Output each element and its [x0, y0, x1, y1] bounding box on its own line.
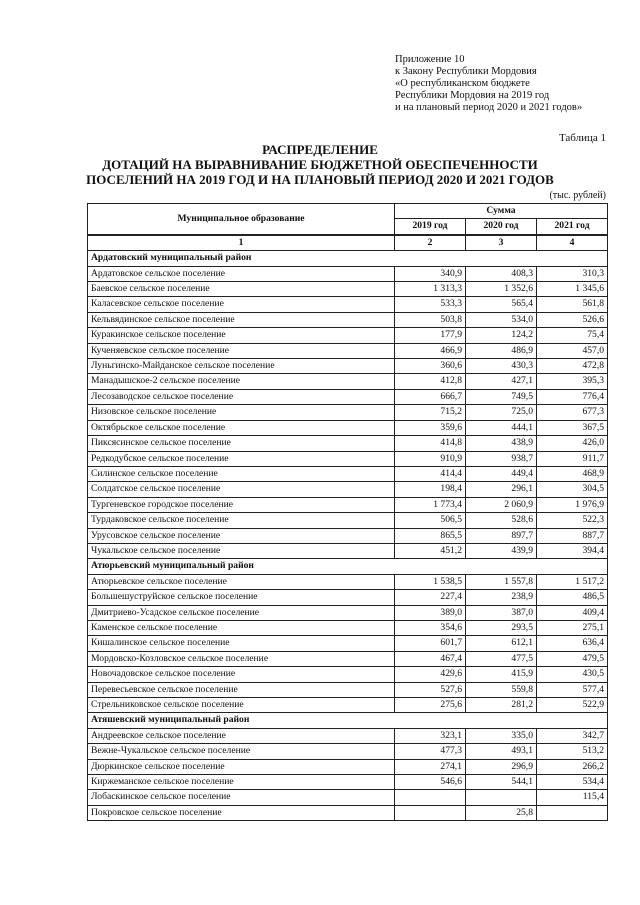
value-2020: 293,5 — [466, 620, 537, 635]
value-2021 — [537, 805, 608, 820]
settlement-name: Лесозаводское сельское поселение — [88, 389, 395, 404]
table-row — [88, 328, 608, 343]
value-2020: 534,0 — [466, 312, 537, 327]
settlement-name: Кученяевское сельское поселение — [88, 343, 395, 358]
settlement-name: Луньгинско-Майданское сельское поселение — [88, 359, 395, 374]
appendix-line: и на плановый период 2020 и 2021 годов» — [395, 102, 583, 113]
settlement-name: Покровское сельское поселение — [88, 805, 395, 820]
value-2020: 528,6 — [466, 513, 537, 528]
settlement-name: Атюрьевское сельское поселение — [88, 574, 395, 589]
value-2020: 387,0 — [466, 605, 537, 620]
district-row — [88, 713, 608, 728]
settlement-name: Силинское сельское поселение — [88, 466, 395, 481]
table-row — [88, 543, 608, 558]
column-number: 2 — [395, 235, 466, 251]
document-title — [0, 142, 640, 187]
value-2021: 342,7 — [537, 728, 608, 743]
value-2019: 360,6 — [395, 359, 466, 374]
value-2019: 414,8 — [395, 436, 466, 451]
value-2020: 439,9 — [466, 543, 537, 558]
value-2019: 1 538,5 — [395, 574, 466, 589]
column-number: 1 — [88, 235, 395, 251]
settlement-name: Низовское сельское поселение — [88, 405, 395, 420]
value-2021: 472,8 — [537, 359, 608, 374]
value-2021: 394,4 — [537, 543, 608, 558]
appendix-line: к Закону Республики Мордовия — [395, 66, 537, 77]
settlement-name: Кельвядинское сельское поселение — [88, 312, 395, 327]
value-2020: 415,9 — [466, 667, 537, 682]
table-row — [88, 790, 608, 805]
title-line-1: РАСПРЕДЕЛЕНИЕ — [262, 142, 378, 157]
value-2020: 335,0 — [466, 728, 537, 743]
value-2019: 414,4 — [395, 466, 466, 481]
value-2021: 367,5 — [537, 420, 608, 435]
value-2020: 749,5 — [466, 389, 537, 404]
value-2021: 561,8 — [537, 297, 608, 312]
value-2021: 1 517,2 — [537, 574, 608, 589]
settlement-name: Лобаскинское сельское поселение — [88, 790, 395, 805]
district-name: Ардатовский муниципальный район — [88, 251, 608, 266]
settlement-name: Вежне-Чукальское сельское поселение — [88, 744, 395, 759]
value-2021: 636,4 — [537, 636, 608, 651]
value-2020: 2 060,9 — [466, 497, 537, 512]
value-2020: 725,0 — [466, 405, 537, 420]
header-2019: 2019 год — [395, 219, 466, 235]
value-2019: 506,5 — [395, 513, 466, 528]
value-2020: 1 352,6 — [466, 282, 537, 297]
title-line-2: ДОТАЦИЙ НА ВЫРАВНИВАНИЕ БЮДЖЕТНОЙ ОБЕСПЕЧЕННОСТИ — [102, 157, 538, 172]
value-2021: 677,3 — [537, 405, 608, 420]
value-2020: 430,3 — [466, 359, 537, 374]
settlement-name: Кишалинское сельское поселение — [88, 636, 395, 651]
value-2019: 715,2 — [395, 405, 466, 420]
value-2019: 527,6 — [395, 682, 466, 697]
table-row — [88, 728, 608, 743]
value-2019: 546,6 — [395, 775, 466, 790]
units-note: (тыс. рублей) — [549, 190, 606, 201]
settlement-name: Перевесьевское сельское поселение — [88, 682, 395, 697]
header-municipality: Муниципальное образование — [88, 204, 395, 235]
value-2019: 354,6 — [395, 620, 466, 635]
table-row — [88, 389, 608, 404]
value-2019: 601,7 — [395, 636, 466, 651]
district-row — [88, 251, 608, 266]
table-row — [88, 620, 608, 635]
value-2020: 559,8 — [466, 682, 537, 697]
appendix-line: Приложение 10 — [395, 54, 465, 65]
value-2019: 1 313,3 — [395, 282, 466, 297]
table-row — [88, 698, 608, 713]
table-row — [88, 744, 608, 759]
value-2019: 466,9 — [395, 343, 466, 358]
column-number: 4 — [537, 235, 608, 251]
value-2021: 522,3 — [537, 513, 608, 528]
value-2020: 427,1 — [466, 374, 537, 389]
value-2021: 430,5 — [537, 667, 608, 682]
value-2020: 477,5 — [466, 651, 537, 666]
table-row — [88, 682, 608, 697]
value-2021: 887,7 — [537, 528, 608, 543]
settlement-name: Новочадовское сельское поселение — [88, 667, 395, 682]
value-2021: 534,4 — [537, 775, 608, 790]
value-2019: 274,1 — [395, 759, 466, 774]
table-row — [88, 775, 608, 790]
table-row — [88, 405, 608, 420]
value-2019: 389,0 — [395, 605, 466, 620]
value-2020: 438,9 — [466, 436, 537, 451]
value-2019: 865,5 — [395, 528, 466, 543]
value-2020: 281,2 — [466, 698, 537, 713]
header-sum: Сумма — [395, 204, 608, 219]
settlement-name: Стрельниковское сельское поселение — [88, 698, 395, 713]
value-2021: 115,4 — [537, 790, 608, 805]
header-2020: 2020 год — [466, 219, 537, 235]
value-2019: 198,4 — [395, 482, 466, 497]
district-row — [88, 559, 608, 574]
district-name: Атяшевский муниципальный район — [88, 713, 608, 728]
value-2019: 227,4 — [395, 590, 466, 605]
value-2021: 275,1 — [537, 620, 608, 635]
value-2019: 910,9 — [395, 451, 466, 466]
settlement-name: Большешуструйское сельское поселение — [88, 590, 395, 605]
value-2019: 503,8 — [395, 312, 466, 327]
value-2021: 911,7 — [537, 451, 608, 466]
settlement-name: Андреевское сельское поселение — [88, 728, 395, 743]
table-row — [88, 497, 608, 512]
value-2020: 296,1 — [466, 482, 537, 497]
table-row — [88, 451, 608, 466]
appendix-line: Республики Мордовия на 2019 год — [395, 90, 550, 101]
table-row — [88, 667, 608, 682]
value-2021: 526,6 — [537, 312, 608, 327]
value-2020: 124,2 — [466, 328, 537, 343]
value-2021: 266,2 — [537, 759, 608, 774]
value-2021: 409,4 — [537, 605, 608, 620]
title-line-3: ПОСЕЛЕНИЙ НА 2019 ГОД И НА ПЛАНОВЫЙ ПЕРИОД 2020 И 2021 ГОДОВ — [86, 172, 554, 187]
settlement-name: Киржеманское сельское поселение — [88, 775, 395, 790]
table-row — [88, 266, 608, 281]
value-2021: 776,4 — [537, 389, 608, 404]
table-row — [88, 297, 608, 312]
value-2020 — [466, 790, 537, 805]
settlement-name: Манадышское-2 сельское поселение — [88, 374, 395, 389]
table-body — [88, 251, 608, 821]
table-row — [88, 374, 608, 389]
settlement-name: Редкодубское сельское поселение — [88, 451, 395, 466]
value-2019: 477,3 — [395, 744, 466, 759]
value-2021: 395,3 — [537, 374, 608, 389]
column-number: 3 — [466, 235, 537, 251]
settlement-name: Тургеневское городское поселение — [88, 497, 395, 512]
value-2020: 408,3 — [466, 266, 537, 281]
value-2019: 177,9 — [395, 328, 466, 343]
value-2019: 666,7 — [395, 389, 466, 404]
appendix-note — [395, 54, 582, 114]
value-2021: 1 976,9 — [537, 497, 608, 512]
value-2021: 479,5 — [537, 651, 608, 666]
settlement-name: Чукальское сельское поселение — [88, 543, 395, 558]
settlement-name: Калаcевское сельское поселение — [88, 297, 395, 312]
value-2020: 238,9 — [466, 590, 537, 605]
value-2019 — [395, 790, 466, 805]
settlement-name: Пиксясинское сельское поселение — [88, 436, 395, 451]
table-row — [88, 605, 608, 620]
settlement-name: Баевское сельское поселение — [88, 282, 395, 297]
value-2019: 340,9 — [395, 266, 466, 281]
value-2020: 1 557,8 — [466, 574, 537, 589]
value-2019: 359,6 — [395, 420, 466, 435]
district-name: Атюрьевский муниципальный район — [88, 559, 608, 574]
table-row — [88, 513, 608, 528]
value-2021: 457,0 — [537, 343, 608, 358]
value-2020: 25,8 — [466, 805, 537, 820]
value-2021: 1 345,6 — [537, 282, 608, 297]
table-row — [88, 574, 608, 589]
settlement-name: Урусовское сельское поселение — [88, 528, 395, 543]
value-2019: 412,8 — [395, 374, 466, 389]
table-row — [88, 805, 608, 820]
table-row — [88, 343, 608, 358]
table-row — [88, 759, 608, 774]
settlement-name: Дюркинское сельское поселение — [88, 759, 395, 774]
value-2019: 1 773,4 — [395, 497, 466, 512]
table-row — [88, 590, 608, 605]
value-2020: 296,9 — [466, 759, 537, 774]
value-2021: 522,9 — [537, 698, 608, 713]
value-2021: 486,5 — [537, 590, 608, 605]
settlement-name: Октябрьское сельское поселение — [88, 420, 395, 435]
settlement-name: Ардатовское сельское поселение — [88, 266, 395, 281]
settlement-name: Куракинское сельское поселение — [88, 328, 395, 343]
value-2020: 897,7 — [466, 528, 537, 543]
value-2019: 275,6 — [395, 698, 466, 713]
table-row — [88, 359, 608, 374]
value-2020: 493,1 — [466, 744, 537, 759]
settlement-name: Турдаковское сельское поселение — [88, 513, 395, 528]
value-2019: 533,3 — [395, 297, 466, 312]
value-2020: 938,7 — [466, 451, 537, 466]
subsidy-table — [87, 203, 608, 821]
value-2021: 468,9 — [537, 466, 608, 481]
table-row — [88, 482, 608, 497]
table-row — [88, 282, 608, 297]
value-2021: 304,5 — [537, 482, 608, 497]
value-2021: 577,4 — [537, 682, 608, 697]
value-2020: 565,4 — [466, 297, 537, 312]
value-2021: 310,3 — [537, 266, 608, 281]
settlement-name: Мордовско-Козловское сельское поселение — [88, 651, 395, 666]
value-2019 — [395, 805, 466, 820]
appendix-line: «О республиканском бюджете — [395, 78, 530, 89]
settlement-name: Солдатское сельское поселение — [88, 482, 395, 497]
value-2019: 467,4 — [395, 651, 466, 666]
value-2021: 513,2 — [537, 744, 608, 759]
value-2020: 449,4 — [466, 466, 537, 481]
value-2020: 486,9 — [466, 343, 537, 358]
table-row — [88, 636, 608, 651]
table-row — [88, 312, 608, 327]
settlement-name: Дмитриево-Усадское сельское поселение — [88, 605, 395, 620]
table-row — [88, 528, 608, 543]
value-2019: 323,1 — [395, 728, 466, 743]
table-row — [88, 651, 608, 666]
settlement-name: Каменское сельское поселение — [88, 620, 395, 635]
table-row — [88, 420, 608, 435]
value-2020: 444,1 — [466, 420, 537, 435]
value-2021: 426,0 — [537, 436, 608, 451]
value-2020: 612,1 — [466, 636, 537, 651]
value-2020: 544,1 — [466, 775, 537, 790]
header-2021: 2021 год — [537, 219, 608, 235]
table-row — [88, 436, 608, 451]
value-2019: 451,2 — [395, 543, 466, 558]
value-2019: 429,6 — [395, 667, 466, 682]
table-row — [88, 466, 608, 481]
value-2021: 75,4 — [537, 328, 608, 343]
table-number: Таблица 1 — [558, 132, 606, 144]
